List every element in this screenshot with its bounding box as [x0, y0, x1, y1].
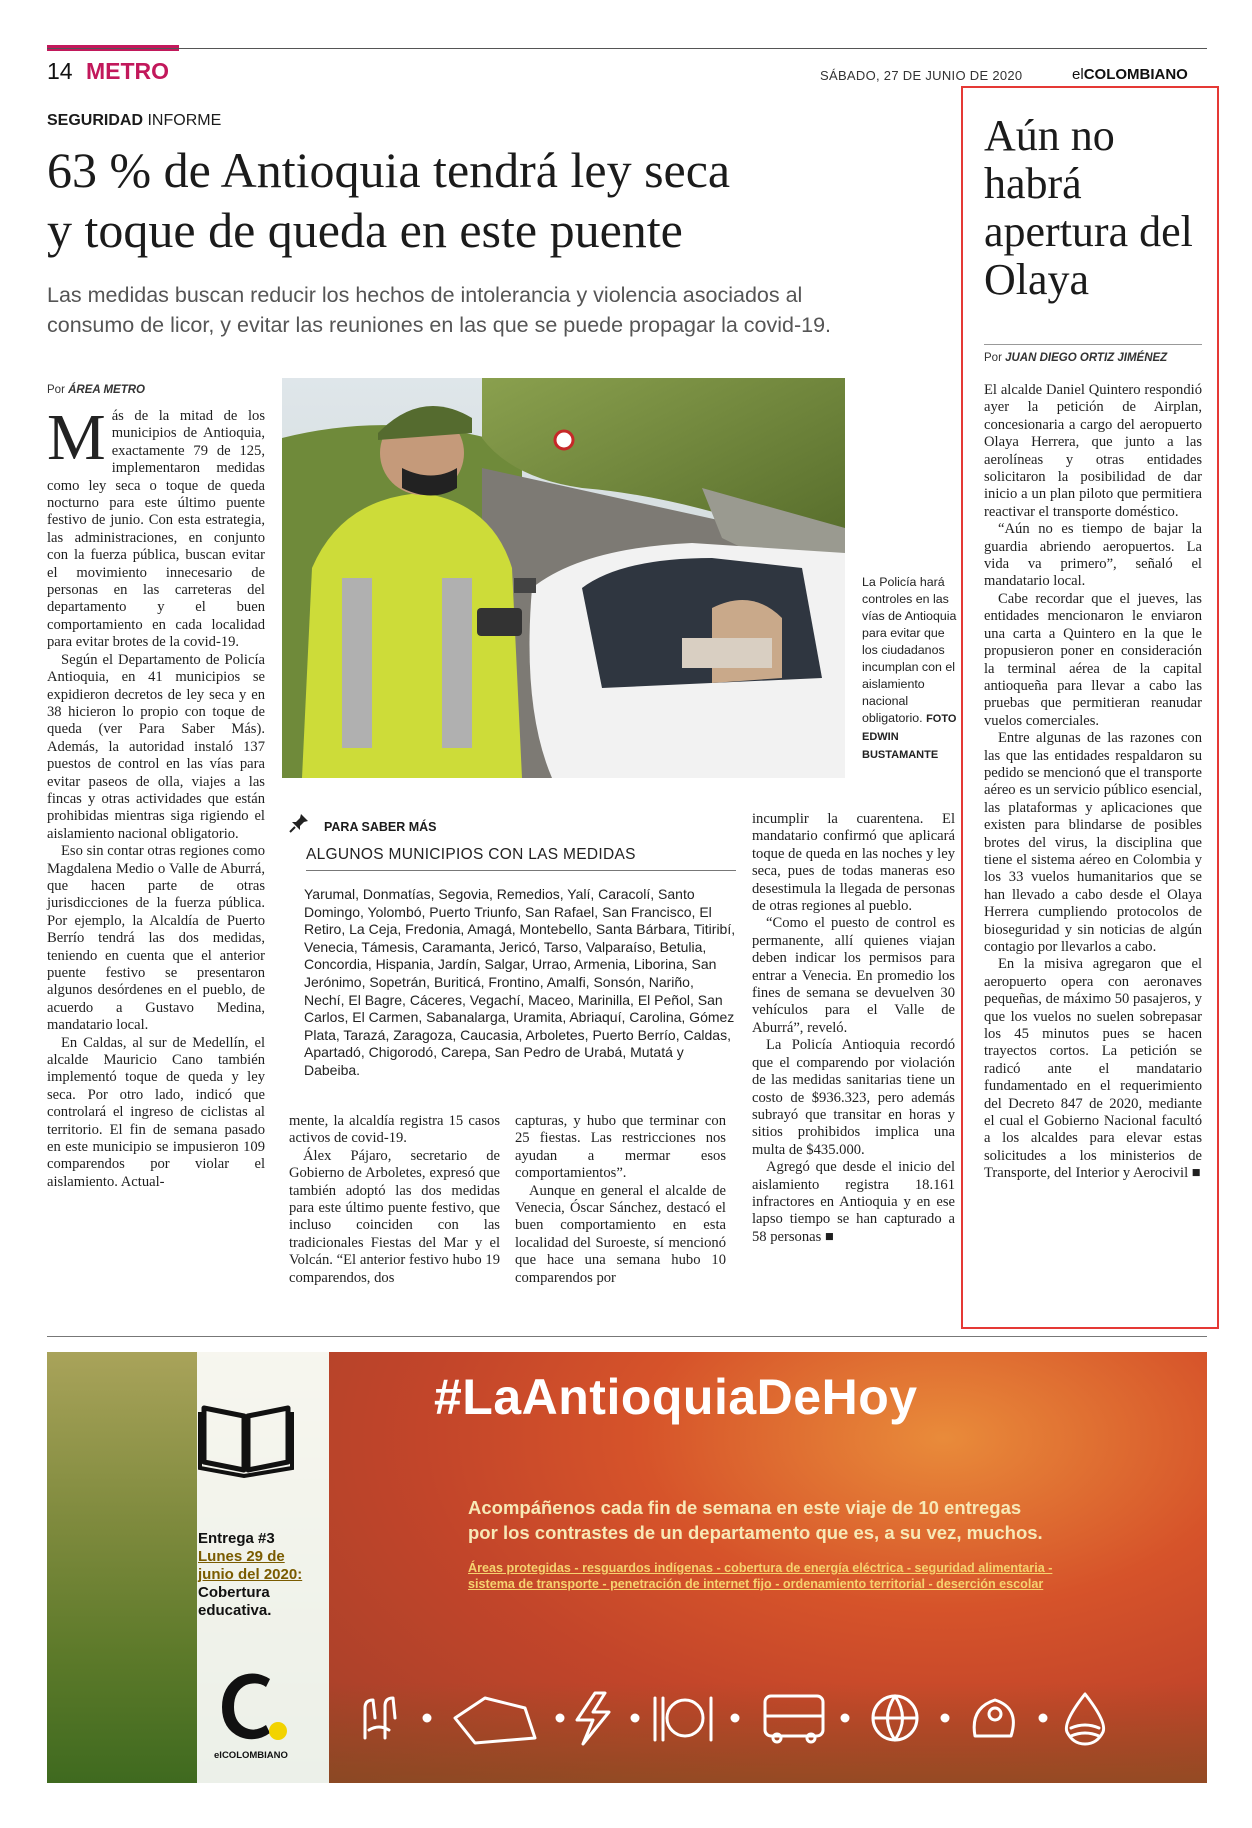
deck-line-2: consumo de licor, y evitar las reuniones en las que se puede propagar la covid-19. [47, 313, 832, 337]
lightning-icon [577, 1693, 609, 1744]
drop-cap: M [47, 401, 106, 474]
article-photo [282, 378, 845, 778]
article-column-2 [289, 1113, 500, 1287]
info-box-rule [306, 870, 736, 871]
ad-topics-line-1: Áreas protegidas - resguardos indígenas - cobertura de energía eléctrica - seguridad alimentaria - [468, 1561, 1053, 1575]
paragraph: En Caldas, al sur de Medellín, el alcalde Mauricio Cano también implementó toque de queda y ley seca. Por otro lado, indicó que controlará el ingreso de ciclistas al territorio. El fin de semana pasado en este municipio se impusieron 109 comparendos por violar el aislamiento. Actual- [47, 1034, 265, 1190]
bus-icon [765, 1696, 823, 1742]
article-column-3 [515, 1113, 726, 1287]
issue-date: SÁBADO, 27 DE JUNIO DE 2020 [820, 68, 1023, 83]
paragraph: Álex Pájaro, secretario de Gobierno de Arboletes, expresó que también adoptó las dos medidas para este último puente festivo, que incluso coinciden con las tradicionales Fiestas del Mar y el Volcán. “El anterior festivo hubo 19 comparendos, dos [289, 1147, 500, 1286]
sidebar-byline [984, 352, 1167, 364]
open-book-icon [196, 1398, 296, 1478]
paragraph: En la misiva agregaron que el aeropuerto opera con aeronaves pequeñas, de máximo 50 pasajeros, y que los vuelos no suelen sobrepasar los 45 minutos pues se hacen trayectos cortos. La petición se radicó ante el mandatario fundamentado en el requerimiento del Decreto 847 de 2020, mediante el cual el Gobierno Nacional facultó a los alcaldes para elevar estas solicitudes a los ministerios de Transporte, del Interior y Aerocivil ■ [984, 956, 1202, 1182]
map-outline-icon [455, 1698, 535, 1743]
photo-credit-name: EDWIN BUSTAMANTE [862, 731, 939, 761]
info-box-title: ALGUNOS MUNICIPIOS CON LAS MEDIDAS [306, 846, 636, 863]
section-name: METRO [86, 58, 170, 84]
ad-subtitle [468, 1495, 1088, 1545]
paragraph: incumplir la cuarentena. El mandatario confirmó que aplicará toque de queda en las noches y ley seca, pues de todas maneras eso desestimula la llegada de personas de otras regiones al pueblo. [752, 811, 955, 915]
utensils-icon [655, 1698, 711, 1740]
article-deck [47, 280, 927, 340]
ad-logo-text: elCOLOMBIANO [214, 1750, 288, 1761]
paragraph: Más de la mitad de los municipios de Antioquia, exactamente 79 de 125, implementaron medidas como ley seca o toque de queda nocturno para este último puente festivo de junio. Con esta estrategia, las administraciones, en conjunto con la fuerza pública, buscan evitar el movimiento innecesario de personas en las carreteras del departamento y el buen comportamiento en cada localidad para evitar brotes de la covid-19. [47, 401, 265, 651]
globe-icon [873, 1696, 917, 1740]
hands-icon [365, 1698, 395, 1738]
article-column-1 [47, 401, 265, 1191]
water-drop-icon [1066, 1694, 1103, 1744]
el-colombiano-logo [214, 1665, 294, 1749]
paragraph: “Aún no es tiempo de bajar la guardia abriendo aeropuertos. La vida va primero”, señaló el mandatario local. [984, 521, 1202, 590]
dot-separator [424, 1715, 430, 1721]
brand-name: COLOMBIANO [1083, 66, 1188, 83]
sidebar-byline-prefix: Por [984, 352, 1002, 364]
info-box-text: Yarumal, Donmatías, Segovia, Remedios, Yalí, Caracolí, Santo Domingo, Yolombó, Puerto Triunfo, San Rafael, San Francisco, El Retiro, La Ceja, Fredonia, Amagá, Montebello, Santa Bárbara, Titiribí, Venecia, Támesis, Caramanta, Jericó, Tarso, Valparaíso, Betulia, Concordia, Hispania, Jardín, Salgar, Urrao, Armenia, Liborina, San Jerónimo, Sopetrán, Buriticá, Frontino, Amalfi, Sonsón, Nariño, Nechí, El Bagre, Cáceres, Vegachí, Maceo, Marinilla, El Peñol, San Carlos, El Carmen, Sabanalarga, Uramita, Abriaquí, Carolina, Gómez Plata, Tarazá, Zaragoza, Caucasia, Arboletes, Puerto Berrío, Caldas, Apartadó, Chigorodó, Carepa, San Pedro de Urabá, Mutatá y Dabeiba. [304, 886, 736, 1078]
article-byline [47, 384, 145, 396]
ad-topics-line-2: sistema de transporte - penetración de internet fijo - ordenamiento territorial - deserción escolar [468, 1577, 1044, 1591]
article-kicker [47, 112, 221, 130]
paragraph: Cabe recordar que el jueves, las entidades mencionaron le enviaron una carta a Quintero en la que le propusieron poner en consideración la terminal aérea de la capital antioqueña para llevar a cabo las pruebas que permitieran reanudar vuelos comerciales. [984, 590, 1202, 729]
entrega-topic: Cobertura educativa. [198, 1584, 272, 1619]
entrega-number: Entrega #3 [198, 1530, 275, 1547]
paragraph: La Policía Antioquia recordó que el comparendo por violación de las medidas sanitarias tiene un costo de $936.323, pero además subrayó que transitar en horas y sitios prohibidos implica una multa de $435.000. [752, 1037, 955, 1158]
paragraph: Agregó que desde el inicio del aislamiento registra 18.161 infractores en Antioquia y en ese lapso tiempo se han capturado a 58 personas ■ [752, 1159, 955, 1245]
article-headline [47, 140, 927, 260]
header-rule [47, 48, 1207, 49]
paragraph: El alcalde Daniel Quintero respondió ayer la petición de Airplan, concesionaria a cargo del aeropuerto Olaya Herrera, que junto a las aerolíneas y otras entidades solicitaron la posibilidad de dar inicio a un plan piloto que permitiera reactivar el transporte doméstico. [984, 382, 1202, 520]
page-bottom-rule [47, 1336, 1207, 1337]
ad-topics [468, 1560, 1088, 1592]
photo-caption [862, 574, 962, 764]
article-column-4 [752, 811, 955, 1246]
caption-text: La Policía hará controles en las vías de Antioquia para evitar que los ciudadanos incumplan con el aislamiento nacional obligatorio. [862, 575, 957, 725]
entrega-date: Lunes 29 de junio del 2020: [198, 1548, 303, 1583]
kicker-type: INFORME [147, 112, 222, 129]
headline-line-2: y toque de queda en este puente [47, 202, 683, 258]
paragraph: capturas, y hubo que terminar con 25 fiestas. Las restricciones nos ayudan a mermar esos comportamientos”. [515, 1113, 726, 1182]
map-pin-icon [974, 1700, 1013, 1736]
ad-hashtag: #LaAntioquiaDeHoy [434, 1369, 918, 1425]
paragraph: Según el Departamento de Policía Antioquia, en 41 municipios se expidieron decretos de ley seca y en 38 hicieron lo propio con toque de queda (ver Para Saber Más). Además, la autoridad instaló 137 puestos de control en las vías para evitar paseos de olla, viajes a las fincas y otras actividades que están prohibidas mientras siga rigiendo el aislamiento nacional obligatorio. [47, 651, 265, 842]
police-checkpoint-photo [282, 378, 845, 778]
sidebar-rule [984, 344, 1202, 345]
brand-logo [1072, 66, 1188, 83]
paragraph: Entre algunas de las razones con las que las entidades respaldaron su pedido se mencionó que el transporte aéreo es un servicio público esencial, las plataformas y aplicaciones que existen para blindarse de posibles brotes del virus, la disciplina que tiene el sistema aéreo en Colombia y los 33 vuelos humanitarios que se han llevado a cabo desde el Olaya Herrera cumpliendo protocolos de bioseguridad y sin noticias de algún contagio por llevarlos a cabo. [984, 730, 1202, 955]
ad-icon-row [355, 1688, 1155, 1748]
kicker-category: SEGURIDAD [47, 112, 144, 129]
brand-prefix: el [1072, 66, 1084, 83]
byline-author: ÁREA METRO [68, 384, 145, 396]
pushpin-icon [289, 813, 309, 833]
paragraph: Aunque en general el alcalde de Venecia, Óscar Sánchez, destacó el buen comportamiento en esta localidad del Suroeste, sí mencionó que hace una semana hubo 10 comparendos por [515, 1182, 726, 1286]
byline-prefix: Por [47, 384, 65, 396]
paragraph: “Como el puesto de control es permanente, allí quienes viajan deben indicar los permisos para entrar a Venecia. En promedio los fines de semana se devuelven 30 vehículos para el Valle de Aburrá”, reveló. [752, 915, 955, 1036]
info-box-kicker: PARA SABER MÁS [324, 820, 437, 834]
sidebar-body [984, 382, 1202, 1183]
sidebar-headline: Aún no habrá apertura del Olaya [984, 111, 1193, 304]
ad-subtitle-line-2: por los contrastes de un departamento que es, a su vez, muchos. [468, 1522, 1043, 1543]
deck-line-1: Las medidas buscan reducir los hechos de intolerancia y violencia asociados al [47, 283, 803, 307]
paragraph: Eso sin contar otras regiones como Magdalena Medio o Valle de Aburrá, que hacen parte de otras jurisdicciones de la fuerza pública. Por ejemplo, la Alcaldía de Puerto Berrío tendrá las dos medidas, teniendo en cuenta que el anterior puente festivo se presentaron algunos desórdenes en el pueblo, de acuerdo a Gustavo Medina, mandatario local. [47, 843, 265, 1034]
photo-credit-label: FOTO [926, 713, 957, 725]
headline-line-1: 63 % de Antioquia tendrá ley seca [47, 142, 731, 198]
ad-subtitle-line-1: Acompáñenos cada fin de semana en este viaje de 10 entregas [468, 1497, 1022, 1518]
sidebar-byline-author: JUAN DIEGO ORTIZ JIMÉNEZ [1005, 352, 1168, 364]
paragraph: mente, la alcaldía registra 15 casos activos de covid-19. [289, 1113, 500, 1147]
page-number: 14 [47, 58, 73, 84]
ad-entrega [198, 1530, 308, 1620]
